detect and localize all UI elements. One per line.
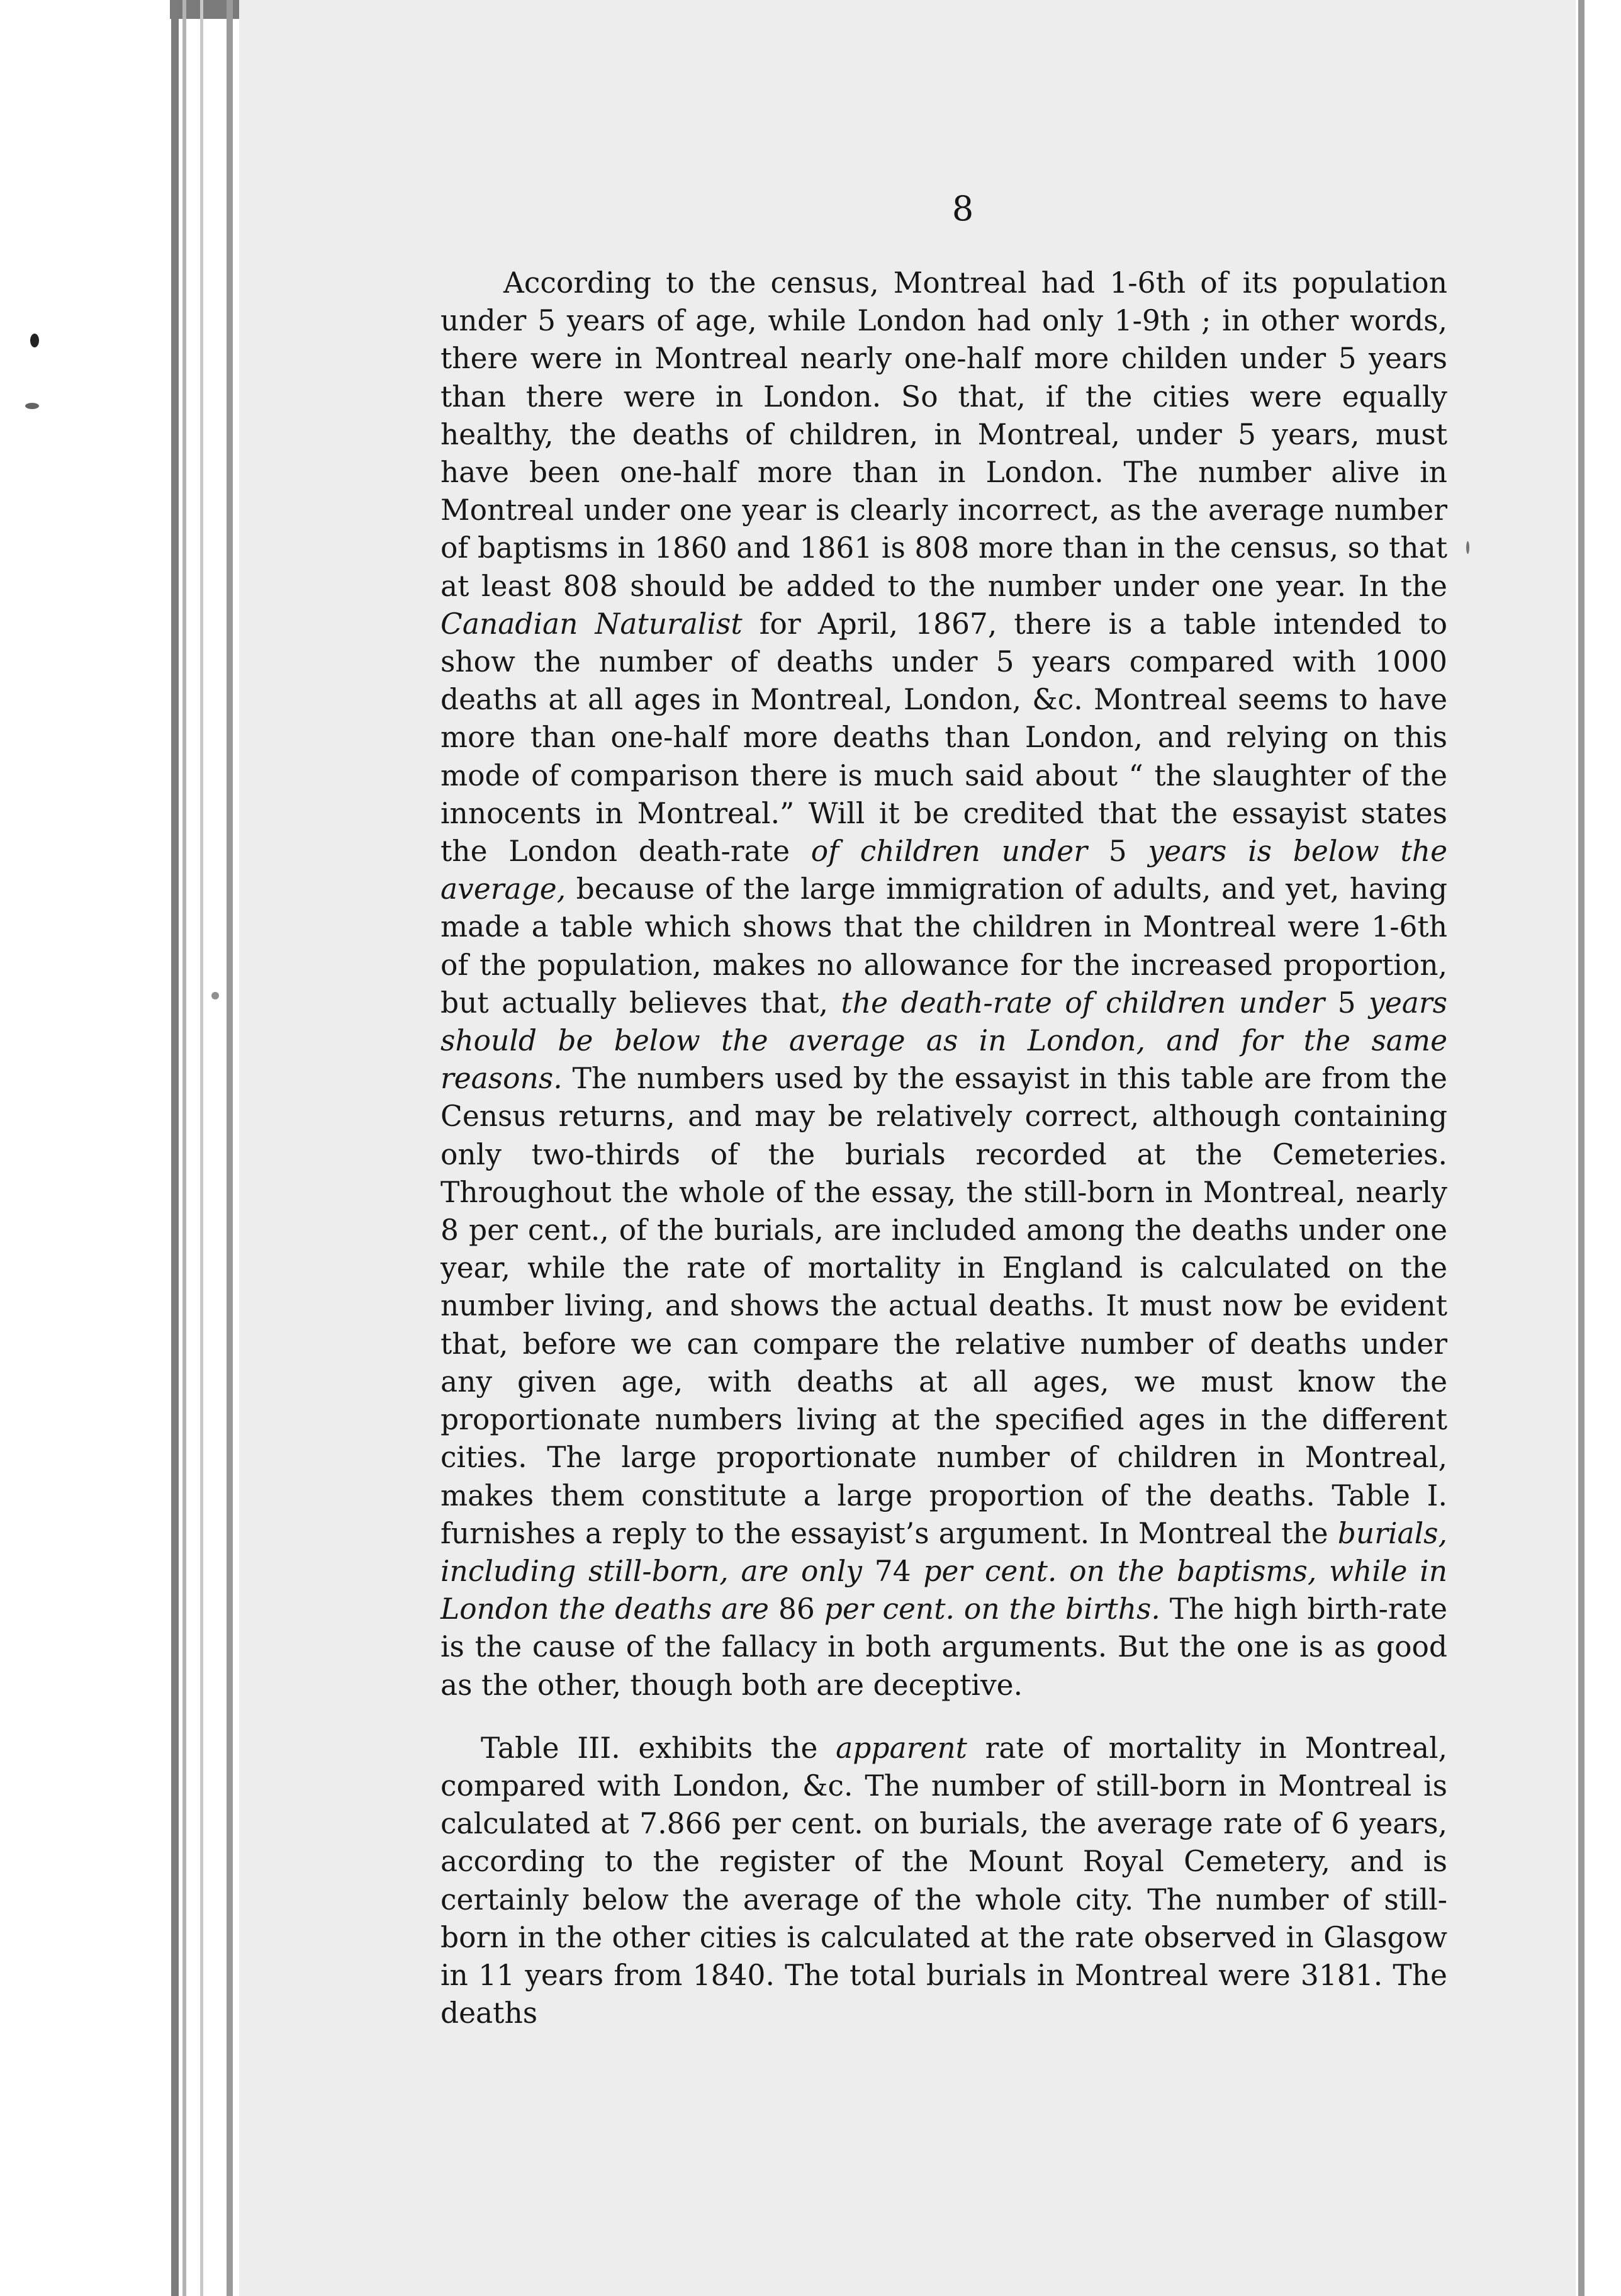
text-segment: because of the large immigration of adults, and yet, having made a table which shows that the children in Montreal were 1-6th of the population, makes no allowance for the increased proportion, but actually believes that, bbox=[440, 872, 1447, 1020]
scan-speck bbox=[1466, 541, 1469, 554]
text-segment: The high birth-rate is the cause of the fallacy in both arguments. But the one is as good as the other, though both are deceptive. bbox=[440, 1592, 1448, 1702]
body-text bbox=[440, 264, 1447, 2032]
text-segment-italic: per cent. on the baptisms, while in London the deaths are bbox=[440, 1554, 1447, 1626]
text-segment-italic: years should be below the average as in London, and for the same reasons. bbox=[440, 986, 1447, 1096]
scan-margin-left bbox=[0, 0, 170, 2296]
paragraph-2 bbox=[440, 1730, 1447, 2033]
text-segment: According to the census, Montreal had 1-6th of its population under 5 years of age, while London had only 1-9th ; in other words, there were in Montreal nearly one-half more childen under 5 years than there were in London. So that, if the cities were equally healthy, the deaths of children, in Montreal, under 5 years, must have been one-half more than in London. The number alive in Montreal under one year is clearly incorrect, as the average number of baptisms in 1860 and 1861 is 808 more than in the census, so that at least 808 should be added to the number under one year. In the bbox=[440, 266, 1447, 603]
scan-speck bbox=[211, 992, 219, 999]
page-edge-right bbox=[1578, 0, 1585, 2296]
paragraph-1 bbox=[440, 264, 1447, 1704]
scan-speck bbox=[25, 403, 39, 409]
page-edge bbox=[171, 0, 179, 2296]
text-segment: 86 bbox=[769, 1592, 824, 1626]
page-number: 8 bbox=[951, 189, 974, 228]
text-segment-italic: years is below the average, bbox=[440, 835, 1448, 906]
text-segment-italic: burials, including still-born, are only bbox=[440, 1516, 1447, 1588]
page-edge bbox=[227, 0, 233, 2296]
text-segment-italic: per cent. on the births. bbox=[824, 1592, 1160, 1626]
page-edge bbox=[182, 0, 186, 2296]
scan-speck bbox=[30, 334, 39, 347]
text-segment: for April, 1867, there is a table intended to show the number of deaths under 5 years compared with 1000 deaths at all ages in Montreal, London, &c. Montreal seems to have more than one-half more deaths than London, and relying on this mode of comparison there is much said about “ the slaughter of the innocents in Montreal.” Will it be credited that the essayist states the London death-rate bbox=[440, 607, 1447, 869]
text-segment: 5 bbox=[1325, 986, 1369, 1020]
text-segment: Table III. exhibits the bbox=[481, 1731, 836, 1765]
text-segment-italic: the death-rate of children under bbox=[841, 986, 1325, 1020]
text-segment: 5 bbox=[1087, 835, 1148, 869]
text-segment-italic: apparent bbox=[836, 1731, 967, 1765]
text-segment: The numbers used by the essayist in this table are from the Census returns, and may be relatively correct, although containing only two-thirds of the burials recorded at the Cemeteries. Throughout the whole of the essay, the still-born in Montreal, nearly 8 per cent., of the burials, are included among the deaths under one year, while the rate of mortality in England is calculated on the number living, and shows the actual deaths. It must now be evident that, before we can compare the relative number of deaths under any given age, with deaths at all ages, we must know the proportionate numbers living at the specified ages in the different cities. The large proportionate number of children in Montreal, makes them constitute a large proportion of the deaths. Table I. furnishes a reply to the essayist’s argument. In Montreal the bbox=[440, 1062, 1447, 1550]
text-segment-italic: Canadian Naturalist bbox=[440, 607, 743, 641]
text-segment: 74 bbox=[862, 1554, 924, 1588]
text-segment-italic: of children under bbox=[810, 835, 1087, 869]
page-edge bbox=[200, 0, 203, 2296]
text-segment: rate of mortality in Montreal, compared with London, &c. The number of still-born in Montreal is calculated at 7.866 per cent. on burials, the average rate of 6 years, according to the register of the Mount Royal Cemetery, and is certainly below the average of the whole city. The number of still-born in the other cities is calculated at the rate observed in Glasgow in 11 years from 1840. The total burials in Montreal were 3181. The deaths bbox=[440, 1731, 1447, 2030]
